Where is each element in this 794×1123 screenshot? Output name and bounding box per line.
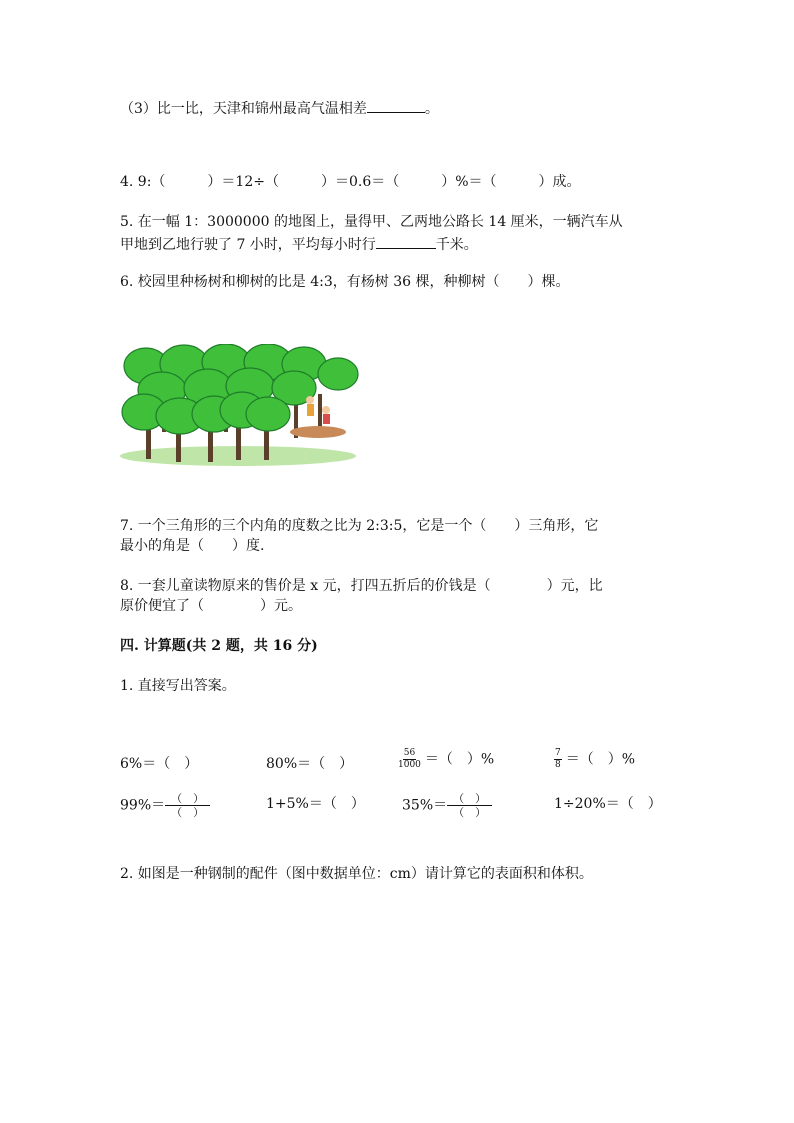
fraction — [554, 748, 562, 771]
calc-item — [554, 748, 635, 771]
question-4: 4. 9:（ ）＝12÷（ ）＝0.6＝（ ）%＝（ ）成。 — [120, 174, 581, 190]
denominator: （ ） — [453, 806, 487, 819]
calc-question-1: 1. 直接写出答案。 — [120, 678, 236, 694]
sub-question-3-text: （3）比一比，天津和锦州最高气温相差 — [120, 101, 367, 117]
question-5-line-1: 5. 在一幅 1：3000000 的地图上，量得甲、乙两地公路长 14 厘米，一辆汽车从 — [120, 214, 623, 230]
tree-planting-illustration — [118, 344, 362, 470]
sub-question-3-end: 。 — [424, 101, 439, 117]
calc-item: 1÷20%＝（ ） — [554, 796, 662, 812]
section-title: 四. 计算题(共 2 题，共 16 分) — [120, 638, 318, 654]
question-7-line-2: 最小的角是（ ）度. — [120, 538, 265, 554]
question-5-line-2 — [120, 234, 478, 255]
question-5-unit: 千米。 — [435, 237, 478, 253]
calc-tail: ＝（ ）% — [565, 751, 636, 768]
fraction — [447, 792, 492, 819]
calc-item — [402, 792, 492, 819]
sub-question-3 — [120, 98, 439, 119]
fraction — [398, 748, 421, 771]
question-7-line-1: 7. 一个三角形的三个内角的度数之比为 2:3:5，它是一个（ ）三角形，它 — [120, 518, 599, 534]
question-6: 6. 校园里种杨树和柳树的比是 4:3，有杨树 36 棵，种柳树（ ）棵。 — [120, 274, 570, 290]
calc-item: 1+5%＝（ ） — [266, 796, 365, 812]
numerator: 56 — [403, 748, 416, 758]
calc-question-2: 2. 如图是一种钢制的配件（图中数据单位：cm）请计算它的表面积和体积。 — [120, 866, 593, 882]
calc-item — [398, 748, 494, 771]
question-8-line-2: 原价便宜了（ ）元。 — [120, 598, 302, 614]
question-8-line-1: 8. 一套儿童读物原来的售价是 x 元，打四五折后的价钱是（ ）元，比 — [120, 578, 603, 594]
calc-item: 80%＝（ ） — [266, 756, 354, 772]
answer-blank[interactable] — [376, 234, 436, 249]
denominator: 1000 — [398, 760, 421, 770]
calc-tail: ＝（ ）% — [424, 751, 495, 768]
answer-blank[interactable] — [367, 98, 425, 113]
numerator: 7 — [555, 748, 561, 758]
denominator: （ ） — [171, 806, 205, 819]
calc-prefix: 35%＝ — [402, 797, 448, 814]
denominator: 8 — [555, 760, 561, 770]
calc-item: 6%＝（ ） — [120, 756, 199, 772]
calc-item — [120, 792, 210, 819]
numerator: （ ） — [447, 792, 492, 806]
fraction — [165, 792, 210, 819]
numerator: （ ） — [165, 792, 210, 806]
calc-prefix: 99%＝ — [120, 797, 166, 814]
question-5-text: 甲地到乙地行驶了 7 小时，平均每小时行 — [120, 237, 376, 253]
